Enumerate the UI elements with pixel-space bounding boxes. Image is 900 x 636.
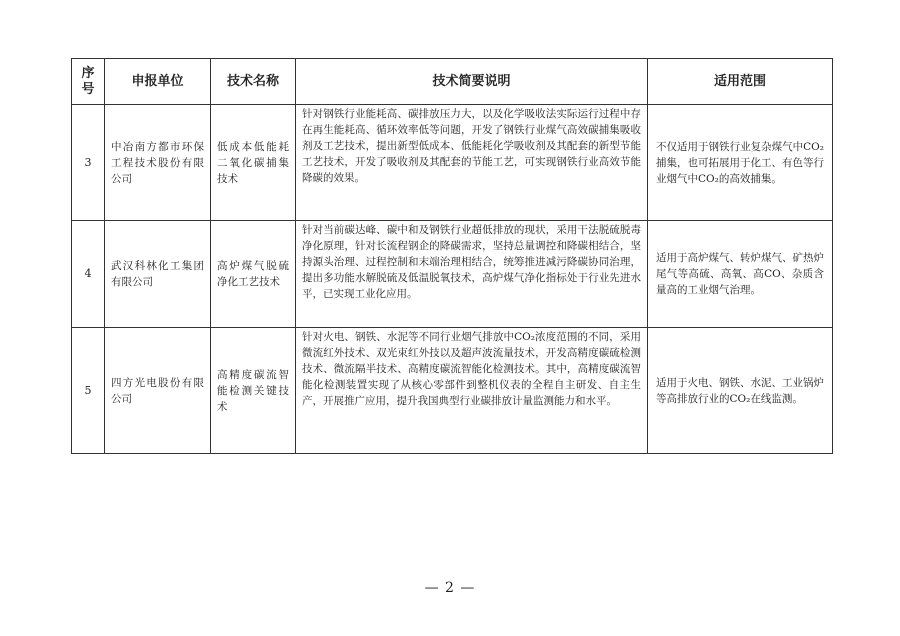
table-row	[72, 328, 833, 454]
header-unit: 申报单位	[105, 59, 211, 105]
row-seq: 4	[72, 221, 105, 328]
table-header-row	[72, 59, 833, 105]
row-tech-name: 低成本低能耗二氧化碳捕集技术	[211, 105, 296, 221]
row-scope: 适用于火电、钢铁、水泥、工业锅炉等高排放行业的CO₂在线监测。	[648, 328, 833, 454]
header-name: 技术名称	[211, 59, 296, 105]
row-tech-name: 高炉煤气脱硫净化工艺技术	[211, 221, 296, 328]
row-description: 针对当前碳达峰、碳中和及钢铁行业超低排放的现状，采用干法脱硫脱毒净化原理，针对长流程钢企的降碳需求，坚持总量调控和降碳相结合，坚持源头治理、过程控制和末端治理相结合，统筹推进减污降碳协同治理，提出多功能水解脱硫及低温脱氧技术，高炉煤气净化指标处于行业先进水平，已实现工业化应用。	[296, 221, 648, 328]
row-scope: 不仅适用于钢铁行业复杂煤气中CO₂捕集，也可拓展用于化工、有色等行业烟气中CO₂的高效捕集。	[648, 105, 833, 221]
page-number: — 2 —	[424, 580, 476, 596]
header-desc: 技术简要说明	[296, 59, 648, 105]
row-seq: 3	[72, 105, 105, 221]
technology-table	[71, 58, 833, 454]
header-seq: 序号	[72, 59, 105, 105]
row-unit: 四方光电股份有限公司	[105, 328, 211, 454]
row-unit: 武汉科林化工集团有限公司	[105, 221, 211, 328]
row-seq: 5	[72, 328, 105, 454]
table-row	[72, 105, 833, 221]
row-description: 针对火电、钢铁、水泥等不同行业烟气排放中CO₂浓度范围的不同，采用微流红外技术、双光束红外技以及超声波流量技术，开发高精度碳硫检测技术、微流隔半技术、高精度碳流智能化检测技术。其中，高精度碳流智能化检测装置实现了从核心零部件到整机仪表的全程自主研发、自主生产，开展推广应用，提升我国典型行业碳排放计量监测能力和水平。	[296, 328, 648, 454]
row-description: 针对钢铁行业能耗高、碳排放压力大，以及化学吸收法实际运行过程中存在再生能耗高、循环效率低等问题，开发了钢铁行业煤气高效碳捕集吸收剂及工艺技术，提出新型低成本、低能耗化学吸收剂及其配套的新型节能工艺技术，开发了吸收剂及其配套的节能工艺，可实现钢铁行业高效节能降碳的效果。	[296, 105, 648, 221]
row-scope: 适用于高炉煤气、转炉煤气、矿热炉尾气等高硫、高氧、高CO、杂质含量高的工业烟气治理。	[648, 221, 833, 328]
row-tech-name: 高精度碳流智能检测关键技术	[211, 328, 296, 454]
header-scope: 适用范围	[648, 59, 833, 105]
row-unit: 中冶南方都市环保工程技术股份有限公司	[105, 105, 211, 221]
table-row	[72, 221, 833, 328]
